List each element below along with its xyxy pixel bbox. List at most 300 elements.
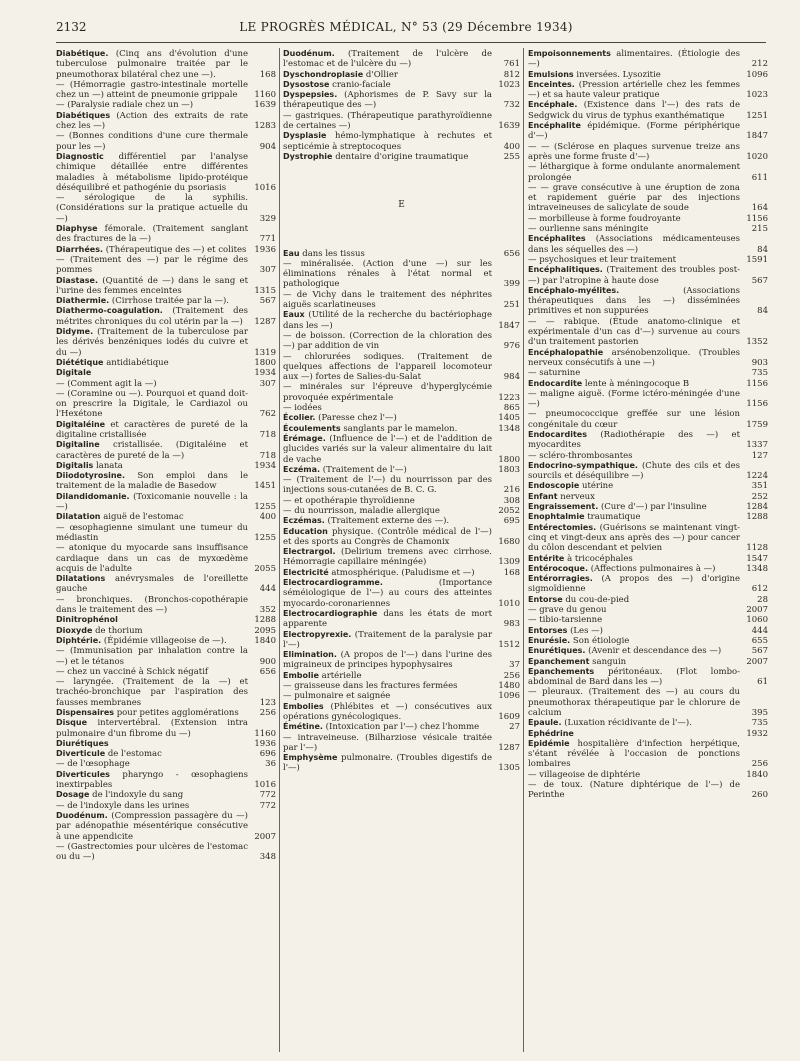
- entry-text: [528, 739, 740, 770]
- index-entry: [283, 352, 520, 383]
- entry-description: — du nourrisson, maladie allergique: [283, 505, 440, 516]
- index-entry: [56, 626, 276, 636]
- entry-description: — villageoise de diphtérie: [528, 769, 641, 780]
- page-reference: 1315: [254, 285, 276, 296]
- index-entry: [283, 578, 520, 609]
- entry-description: (Phlébites et —) consécutives aux opérations gynécologiques.: [283, 701, 492, 722]
- index-entry: [528, 718, 768, 728]
- entry-description: (Traitement de l'ulcère de l'estomac et de l'ulcère du —): [283, 49, 492, 70]
- entry-text: [56, 512, 248, 522]
- page-reference: 252: [751, 491, 768, 502]
- index-entry: [56, 296, 276, 306]
- entry-description: — minérales sur l'épreuve d'hyperglycémie provoquée expérimentale: [283, 382, 492, 403]
- page-reference: 735: [751, 718, 768, 729]
- entry-description: — (Paralysie radiale chez un —): [56, 100, 194, 111]
- entry-description: dentaire d'origine traumatique: [335, 151, 469, 162]
- entry-description: — chlorurées sodiques. (Traitement de quelques affections de l'appareil locomoteur aux —) fortes de Salies-du-Salat: [283, 351, 492, 383]
- entry-description: — morbilleuse à forme foudroyante: [528, 213, 681, 224]
- entry-text: [56, 152, 248, 193]
- page-reference: 1016: [254, 182, 276, 193]
- entry-description: hospitalière d'infection herpétique, s'étant révélée à l'occasion de ponctions lombaires: [528, 738, 740, 770]
- entry-text: [528, 574, 740, 595]
- index-entry: [56, 49, 276, 80]
- entry-text: [528, 348, 740, 369]
- page-reference: 772: [259, 800, 276, 811]
- entry-text: [56, 224, 248, 245]
- entry-heading: Endocardite: [528, 378, 583, 388]
- entry-text: [283, 702, 492, 723]
- entry-heading: Dystrophie: [283, 151, 333, 161]
- entry-text: [528, 224, 740, 234]
- entry-heading: Eau: [283, 248, 300, 258]
- entry-heading: Diastase.: [56, 275, 98, 285]
- page-reference: 1639: [498, 121, 520, 132]
- page-reference: 348: [259, 852, 276, 863]
- entry-text: [528, 121, 740, 142]
- index-entry: [528, 657, 768, 667]
- page-reference: 1609: [498, 711, 520, 722]
- entry-text: [56, 801, 248, 811]
- entry-text: [528, 142, 740, 163]
- page-reference: 84: [757, 306, 768, 317]
- entry-description: (Avenir et descendance des —): [588, 646, 722, 657]
- entry-text: [528, 502, 740, 512]
- entry-heading: Enurétiques.: [528, 646, 586, 656]
- index-entry: [56, 492, 276, 513]
- entry-description: (Traitement de la paralysie par l'—): [283, 629, 493, 650]
- entry-description: — — rabique. (Étude anatomo-clinique et expérimentale d'un cas d'—) survenue au cours d'un traitement pastorien: [528, 316, 740, 348]
- index-entry: [56, 811, 276, 842]
- page-reference: 1759: [746, 419, 768, 430]
- page-reference: 1348: [746, 563, 768, 574]
- index-entry: [283, 403, 520, 413]
- index-entry: [56, 276, 276, 297]
- page-reference: 352: [259, 605, 276, 616]
- entry-description: — — grave consécutive à une éruption de zona et rapidement guérie par des injections intraveineuses de salicylate de soude: [528, 182, 740, 214]
- entry-text: [56, 440, 248, 461]
- index-entry: [283, 547, 520, 568]
- entry-heading: Duodénum.: [283, 49, 335, 58]
- page-reference: 399: [503, 279, 520, 290]
- entry-heading: Electropyrexie.: [283, 629, 352, 639]
- index-entry: [283, 90, 520, 111]
- entry-description: péritonéaux. (Flot lombo-abdominal de Bard dans les —): [528, 666, 740, 688]
- entry-text: [283, 506, 492, 516]
- entry-description: — léthargique à forme ondulante anormalement prolongée: [528, 162, 740, 183]
- page-reference: 1160: [254, 728, 276, 739]
- entry-heading: Encéphalitiques.: [528, 265, 603, 275]
- page-reference: 1284: [746, 502, 768, 513]
- entry-text: [56, 718, 248, 739]
- index-entry: [283, 506, 520, 516]
- page-reference: 771: [259, 234, 276, 245]
- index-entry: [528, 409, 768, 430]
- entry-description: (Compression passagère du —) par adénopathie mésentérique consécutive à une appendicite: [56, 810, 248, 842]
- index-entry: [528, 234, 768, 255]
- entry-description: pharyngo - œsophagiens inextirpables: [56, 769, 248, 791]
- index-entry: [56, 306, 276, 327]
- entry-text: [528, 667, 740, 688]
- page-reference: 28: [757, 594, 768, 605]
- entry-heading: Encéphalopathie: [528, 347, 604, 357]
- entry-description: hémo-lymphatique à rechutes et septicémie à streptocoques: [283, 131, 492, 152]
- page-reference: 37: [509, 660, 520, 671]
- page-reference: 1547: [746, 553, 768, 564]
- entry-heading: Diagnostic: [56, 151, 104, 161]
- page-reference: 256: [503, 670, 520, 681]
- entry-description: — atonique du myocarde sans insuffisance cardiaque dans un cas de myxœdème acquis de l'adulte: [56, 543, 248, 574]
- index-entry: [528, 162, 768, 183]
- index-entry: [283, 609, 520, 630]
- page-reference: 1840: [254, 635, 276, 646]
- entry-description: (Luxation récidivante de l'—).: [564, 718, 692, 729]
- index-entry: [283, 413, 520, 423]
- entry-text: [528, 389, 740, 410]
- entry-heading: Diverticules: [56, 769, 110, 779]
- page-reference: 983: [503, 619, 520, 630]
- page-reference: 36: [265, 759, 276, 770]
- entry-heading: Epidémie: [528, 738, 570, 748]
- page-reference: 1405: [498, 413, 520, 424]
- entry-text: [56, 790, 248, 800]
- entry-text: [56, 646, 248, 667]
- entry-text: [56, 276, 248, 297]
- entry-text: [528, 657, 740, 667]
- index-entry: [56, 749, 276, 759]
- entry-heading: Duodénum.: [56, 810, 108, 820]
- entry-text: [56, 626, 248, 636]
- index-entry: [56, 759, 276, 769]
- entry-description: — sérologique de la syphilis. (Considérations sur la pratique actuelle du —): [56, 193, 248, 224]
- entry-heading: Electrargol.: [283, 547, 336, 557]
- page-reference: 976: [503, 341, 520, 352]
- page-reference: 903: [751, 357, 768, 368]
- index-entry: [283, 671, 520, 681]
- page-reference: 1288: [254, 615, 276, 626]
- page-reference: 732: [503, 100, 520, 111]
- page-reference: 27: [509, 722, 520, 733]
- entry-heading: Endoscopie: [528, 481, 580, 491]
- page-reference: 1156: [746, 399, 768, 410]
- entry-description: (Paresse chez l'—): [318, 413, 397, 424]
- entry-description: (Cure d'—) par l'insuline: [600, 502, 707, 513]
- entry-text: [528, 100, 740, 121]
- entry-text: [56, 708, 248, 718]
- entry-text: [56, 677, 248, 708]
- entry-heading: Empoisonnements: [528, 49, 611, 58]
- entry-heading: Enceintes.: [528, 79, 575, 89]
- entry-description: dans les états de mort apparente: [283, 608, 492, 630]
- entry-text: [56, 811, 248, 842]
- page-reference: 1020: [746, 151, 768, 162]
- entry-text: [283, 49, 492, 70]
- entry-heading: Eczéma.: [283, 464, 321, 474]
- index-entry: [56, 667, 276, 677]
- entry-text: [528, 214, 740, 224]
- entry-description: (A propos de l'—) dans l'urine des migraineux de principes hypophysaires: [283, 650, 493, 671]
- index-entry: [528, 770, 768, 780]
- entry-description: (Affections pulmonaires à —): [590, 563, 716, 574]
- entry-heading: Dysplasie: [283, 131, 327, 141]
- page-reference: 762: [259, 409, 276, 420]
- page-reference: 1680: [498, 536, 520, 547]
- entry-description: de l'estomac: [107, 749, 162, 760]
- index-entry: [528, 265, 768, 286]
- entry-description: (Existence dans l'—) des rats de Sedgwick du virus de typhus exanthématique: [528, 100, 741, 121]
- entry-description: — pulmonaire et saignée: [283, 691, 391, 702]
- index-entry: [56, 152, 276, 193]
- entry-text: [56, 358, 248, 368]
- entry-text: [528, 451, 740, 461]
- page-reference: 612: [751, 584, 768, 595]
- page-reference: 216: [503, 485, 520, 496]
- index-entry: [56, 327, 276, 358]
- entry-description: — grave du genou: [528, 605, 607, 616]
- index-entry: [528, 379, 768, 389]
- entry-description: du cou-de-pied: [565, 594, 630, 605]
- entry-description: arsénobenzolique. (Troubles nerveux consécutifs à une —): [528, 347, 741, 368]
- page-reference: 444: [751, 625, 768, 636]
- index-entry: [528, 574, 768, 595]
- entry-description: — pneumococcique greffée sur une lésion congénitale du cœur: [528, 409, 740, 430]
- entry-description: — de Vichy dans le traitement des néphrites aiguës scarlatineuses: [283, 289, 492, 311]
- entry-text: [528, 317, 740, 348]
- entry-heading: Écolier.: [283, 413, 316, 423]
- entry-text: [283, 516, 492, 526]
- index-entry: [283, 70, 520, 80]
- index-entry: [528, 461, 768, 482]
- entry-text: [56, 543, 248, 574]
- entry-text: [528, 718, 740, 728]
- entry-text: [528, 70, 740, 80]
- entry-heading: Entérectomies.: [528, 522, 597, 532]
- index-entry: [56, 842, 276, 863]
- entry-text: [283, 310, 492, 331]
- entry-heading: Enurésie.: [528, 635, 571, 645]
- page-reference: 772: [259, 790, 276, 801]
- entry-description: épidémique. (Forme périphérique d'—): [528, 121, 740, 142]
- entry-heading: Dilatation: [56, 512, 101, 522]
- entry-heading: Encéphale.: [528, 100, 578, 110]
- page-reference: 308: [503, 495, 520, 506]
- entry-description: cristallisée. (Digitaléine et caractères de pureté de la —): [56, 440, 249, 461]
- page-reference: 718: [259, 450, 276, 461]
- entry-text: [56, 461, 248, 471]
- index-entry: [283, 310, 520, 331]
- page-reference: 2055: [254, 563, 276, 574]
- index-entry: [528, 451, 768, 461]
- entry-text: [56, 193, 248, 224]
- index-entry: [528, 554, 768, 564]
- index-entry: [528, 780, 768, 801]
- entry-text: [528, 234, 740, 255]
- entry-text: [528, 265, 740, 286]
- index-entry: [528, 729, 768, 739]
- entry-text: [283, 527, 492, 548]
- entry-description: — pleuraux. (Traitement des —) au cours du pneumothorax thérapeutique par le chlorure de calcium: [528, 687, 740, 718]
- entry-text: [528, 770, 740, 780]
- index-entry: [528, 214, 768, 224]
- entry-description: Son étiologie: [572, 635, 630, 646]
- entry-text: [283, 131, 492, 152]
- index-entry: [283, 382, 520, 403]
- entry-text: [528, 595, 740, 605]
- index-entry: [56, 389, 276, 420]
- entry-text: [56, 100, 248, 110]
- entry-heading: Dosage: [56, 790, 90, 800]
- page-reference: 1287: [254, 316, 276, 327]
- entry-heading: Diiodotyrosine.: [56, 471, 125, 481]
- entry-description: et caractères de pureté de la digitaline cristallisée: [56, 419, 249, 440]
- entry-heading: Encéphalites: [528, 234, 586, 244]
- entry-text: [528, 368, 740, 378]
- entry-text: [56, 111, 248, 132]
- index-entry: [283, 131, 520, 152]
- index-entry: [528, 626, 768, 636]
- entry-text: [56, 770, 248, 791]
- index-entry: [528, 100, 768, 121]
- entry-heading: Electrocardiogramme.: [283, 578, 383, 588]
- entry-description: (Cinq ans d'évolution d'une tuberculose pulmonaire traitée par le pneumothorax bilatéral chez une —).: [56, 49, 248, 80]
- entry-description: fémorale. (Traitement sanglant des fractures de la —): [56, 224, 249, 245]
- header-rule: [56, 42, 766, 43]
- index-entry: [56, 595, 276, 616]
- entry-heading: Diabétiques: [56, 110, 111, 120]
- index-entry: [528, 183, 768, 214]
- index-entry: [528, 348, 768, 369]
- entry-text: [528, 183, 740, 214]
- entry-description: à tricocéphales: [567, 553, 633, 564]
- entry-heading: Digitalis: [56, 460, 94, 470]
- page-reference: 1060: [746, 615, 768, 626]
- page-reference: 1480: [498, 681, 520, 692]
- page-reference: 351: [751, 481, 768, 492]
- entry-description: — maligne aiguë. (Forme ictéro-méningée d'une —): [528, 388, 740, 410]
- entry-text: [56, 595, 248, 616]
- page-reference: 215: [751, 224, 768, 235]
- entry-text: [528, 481, 740, 491]
- entry-text: [528, 512, 740, 522]
- entry-text: [283, 630, 492, 651]
- entry-heading: Érémage.: [283, 433, 326, 443]
- entry-heading: Encéphalite: [528, 121, 581, 131]
- entry-heading: Elimination.: [283, 650, 337, 660]
- index-entry: [283, 465, 520, 475]
- entry-description: — laryngée. (Traitement de la —) et trachéo-bronchique par l'aspiration des fausses membranes: [56, 677, 248, 708]
- entry-description: (Chute des cils et des sourcils et déséquilibre —): [528, 460, 741, 482]
- entry-text: [56, 368, 248, 378]
- index-entry: [56, 440, 276, 461]
- page-reference: 1096: [498, 691, 520, 702]
- entry-heading: Embolies: [283, 701, 324, 711]
- entry-heading: Didyme.: [56, 327, 94, 337]
- index-entry: [283, 152, 520, 162]
- entry-heading: Endocrino-sympathique.: [528, 460, 638, 470]
- index-entry: [283, 496, 520, 506]
- entry-description: — de l'indoxyle dans les urines: [56, 800, 190, 811]
- entry-description: — saturnine: [528, 368, 581, 379]
- entry-text: [528, 687, 740, 718]
- entry-text: [528, 780, 740, 801]
- page-reference: 256: [259, 708, 276, 718]
- index-entry: [56, 770, 276, 791]
- entry-heading: Digitale: [56, 368, 92, 378]
- page-reference: 395: [751, 708, 768, 718]
- page-reference: 1936: [254, 738, 276, 749]
- entry-text: [283, 70, 492, 80]
- page-reference: 1319: [254, 347, 276, 358]
- entry-text: [528, 286, 740, 317]
- index-entry: [56, 111, 276, 132]
- index-entry: [528, 615, 768, 625]
- entry-description: artérielle: [321, 670, 362, 681]
- index-entry: [56, 379, 276, 389]
- entry-description: inversées. Lysozitie: [576, 69, 661, 80]
- page-reference: 1096: [746, 69, 768, 80]
- page-reference: 164: [751, 203, 768, 214]
- entry-heading: Encéphalo-myélites.: [528, 285, 620, 295]
- page-reference: 567: [259, 296, 276, 307]
- index-entry: [528, 605, 768, 615]
- entry-description: — minéralisée. (Action d'une —) sur les éliminations rénales à l'état normal et pathologique: [283, 258, 492, 290]
- page-reference: 1283: [254, 121, 276, 132]
- entry-text: [56, 842, 248, 863]
- entry-heading: Diaphyse: [56, 224, 98, 234]
- entry-text: [528, 492, 740, 502]
- entry-description: — graisseuse dans les fractures fermées: [283, 681, 458, 692]
- page-reference: 1451: [254, 481, 276, 492]
- entry-heading: Dilandidomanie.: [56, 491, 130, 501]
- index-entry: [528, 564, 768, 574]
- entry-description: — scléro-thrombosantes: [528, 450, 633, 461]
- entry-description: — bronchiques. (Bronchos-copothérapie dans le traitement des —): [56, 594, 248, 616]
- page-header: [56, 20, 756, 38]
- page-reference: 1512: [498, 639, 520, 650]
- index-entry: [56, 255, 276, 276]
- entry-heading: Dioxyde: [56, 625, 93, 635]
- entry-description: — (Hémorragie gastro-intestinale mortelle chez un —) atteint de pneumonie grippale: [56, 79, 248, 101]
- entry-description: (Utilité de la recherche du bactériophage dans les —): [283, 310, 493, 331]
- entry-heading: Entorses: [528, 625, 568, 635]
- page-reference: 1352: [746, 337, 768, 348]
- entry-description: de l'indoxyle du sang: [92, 790, 184, 801]
- index-entry: [528, 142, 768, 163]
- index-entry: [283, 290, 520, 311]
- page-reference: 1934: [254, 460, 276, 471]
- entry-text: [56, 379, 248, 389]
- page-reference: 1224: [746, 471, 768, 482]
- page-reference: 812: [503, 69, 520, 80]
- entry-heading: Dilatations: [56, 574, 106, 584]
- page-reference: 1803: [498, 464, 520, 475]
- page-reference: 1309: [498, 557, 520, 568]
- entry-description: (Traitement des troubles post- —) par l'atropine à haute dose: [528, 265, 740, 286]
- entry-description: Son emploi dans le traitement de la maladie de Basedow: [56, 471, 249, 492]
- entry-description: (Quantité de —) dans le sang et l'urine des femmes enceintes: [56, 275, 249, 296]
- index-entry: [56, 718, 276, 739]
- index-entry: [283, 475, 520, 496]
- index-entry: [56, 245, 276, 255]
- entry-description: cranio-faciale: [332, 79, 391, 90]
- page-reference: 1932: [746, 728, 768, 739]
- entry-description: traumatique: [587, 512, 641, 523]
- index-entry: [283, 753, 520, 774]
- page-reference: 696: [259, 749, 276, 760]
- page-reference: 1287: [498, 742, 520, 753]
- index-entry: [528, 512, 768, 522]
- entry-text: [283, 382, 492, 403]
- entry-text: [283, 547, 492, 568]
